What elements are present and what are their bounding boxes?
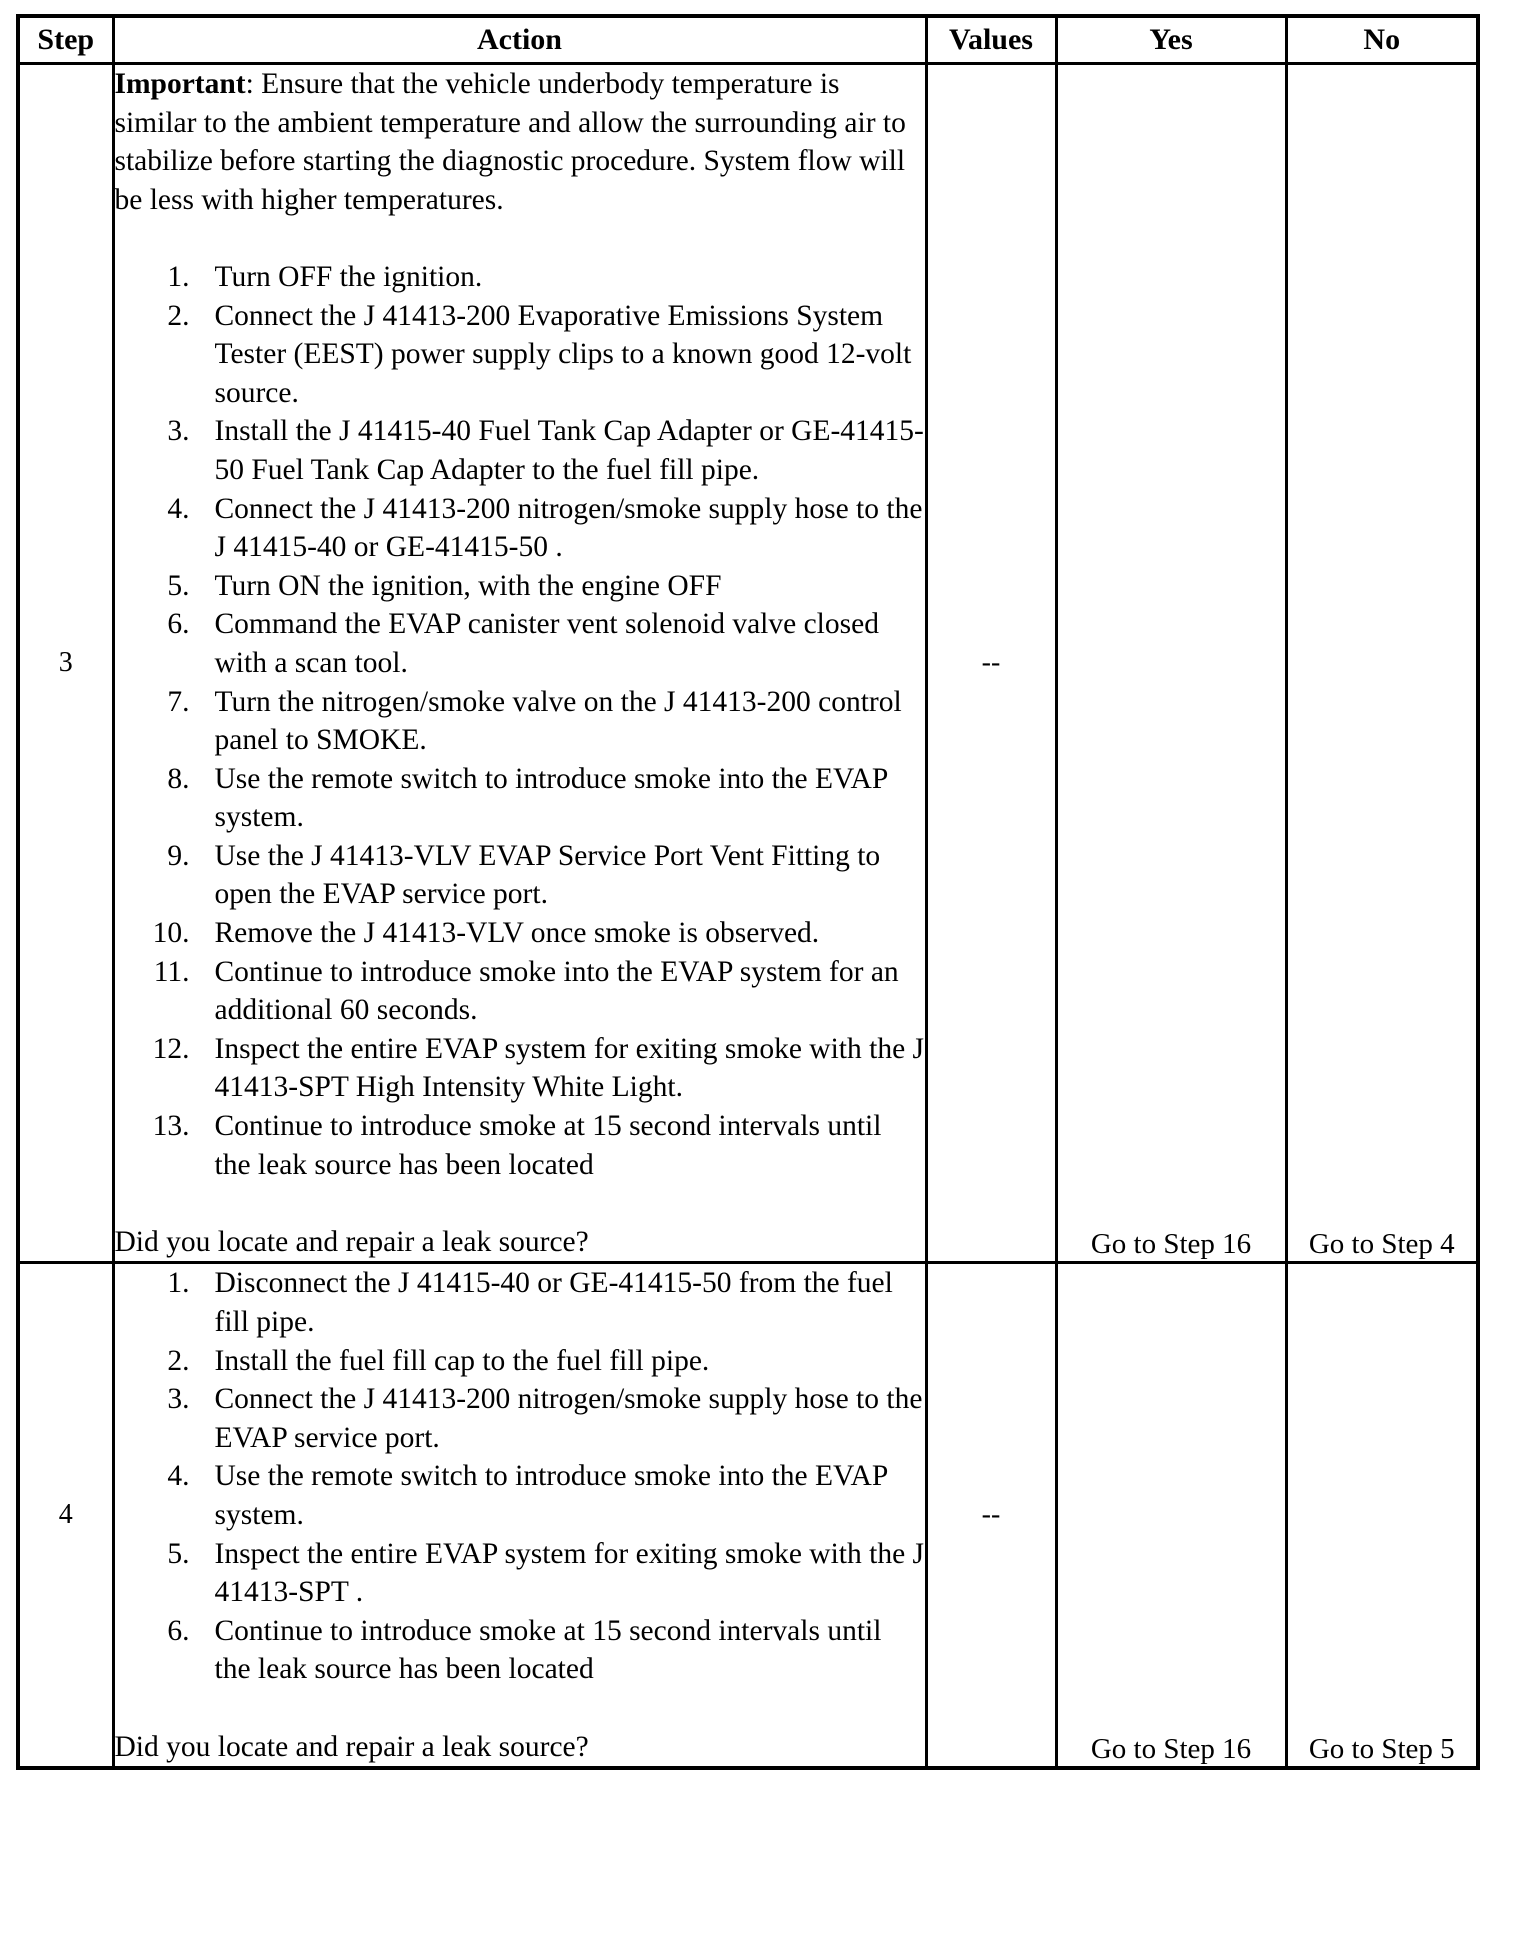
list-item: 4. Use the remote switch to introduce smoke into the EVAP system. <box>167 1460 888 1531</box>
action-cell <box>113 1263 926 1768</box>
list-item: 6. Continue to introduce smoke at 15 second intervals until the leak source has been located <box>167 1614 882 1686</box>
list-item: 13. Continue to introduce smoke at 15 second intervals until the leak source has been located <box>152 1110 882 1181</box>
substep-list <box>115 1264 925 1689</box>
diagnostic-table <box>16 14 1480 1770</box>
question-text: Did you locate and repair a leak source? <box>114 1730 589 1763</box>
table-row-step-3 <box>18 64 1478 1263</box>
yes-link-step-16[interactable]: Go to Step 16 <box>1056 64 1286 1263</box>
list-item: 1. Disconnect the J 41415-40 or GE-41415-50 from the fuel fill pipe. <box>167 1267 893 1338</box>
yes-link-step-16[interactable]: Go to Step 16 <box>1056 1263 1286 1768</box>
question-text: Did you locate and repair a leak source? <box>114 1225 589 1258</box>
no-link-step-5[interactable]: Go to Step 5 <box>1286 1263 1478 1768</box>
no-link-step-4[interactable]: Go to Step 4 <box>1286 64 1478 1263</box>
list-item: 10. Remove the J 41413-VLV once smoke is observed. <box>152 917 820 950</box>
header-values: Values <box>926 16 1056 64</box>
header-step: Step <box>18 16 113 64</box>
important-label: Important <box>114 68 246 100</box>
header-yes: Yes <box>1056 16 1286 64</box>
header-no: No <box>1286 16 1478 64</box>
step-number: 3 <box>18 64 113 1263</box>
list-item: 2. Install the fuel fill cap to the fuel fill pipe. <box>167 1344 710 1377</box>
values-cell: -- <box>926 1263 1056 1768</box>
important-text: : Ensure that the vehicle underbody temperature is similar to the ambient temperature and allow the surrounding air to stabilize before starting the diagnostic procedure. System flow will be less with higher temperatures. <box>114 68 906 216</box>
list-item: 2. Connect the J 41413-200 Evaporative Emissions System Tester (EEST) power supply clips to a known good 12-volt source. <box>167 299 912 409</box>
step-number: 4 <box>18 1263 113 1768</box>
list-item: 4. Connect the J 41413-200 nitrogen/smoke supply hose to the J 41415-40 or GE-41415-50 . <box>167 492 923 564</box>
list-item: 1. Turn OFF the ignition. <box>167 260 483 293</box>
list-item: 12. Inspect the entire EVAP system for exiting smoke with the J 41413-SPT High Intensity White Light. <box>152 1032 925 1104</box>
list-item: 9. Use the J 41413-VLV EVAP Service Port Vent Fitting to open the EVAP service port. <box>167 839 881 911</box>
list-item: 5. Inspect the entire EVAP system for exiting smoke with the J 41413-SPT . <box>167 1537 925 1609</box>
list-item: 11. Continue to introduce smoke into the EVAP system for an additional 60 seconds. <box>153 955 899 1027</box>
list-item: 5. Turn ON the ignition, with the engine OFF <box>167 569 722 602</box>
header-action: Action <box>113 16 926 64</box>
values-cell: -- <box>926 64 1056 1263</box>
important-note <box>115 65 925 219</box>
list-item: 3. Connect the J 41413-200 nitrogen/smoke supply hose to the EVAP service port. <box>167 1383 923 1454</box>
list-item: 8. Use the remote switch to introduce smoke into the EVAP system. <box>167 762 888 834</box>
action-cell <box>113 64 926 1263</box>
list-item: 6. Command the EVAP canister vent solenoid valve closed with a scan tool. <box>167 608 879 679</box>
table-row-step-4 <box>18 1263 1478 1768</box>
substep-list <box>115 258 925 1184</box>
list-item: 3. Install the J 41415-40 Fuel Tank Cap Adapter or GE-41415-50 Fuel Tank Cap Adapter to the fuel fill pipe. <box>167 415 924 486</box>
header-row <box>18 16 1478 64</box>
list-item: 7. Turn the nitrogen/smoke valve on the J 41413-200 control panel to SMOKE. <box>167 685 902 757</box>
